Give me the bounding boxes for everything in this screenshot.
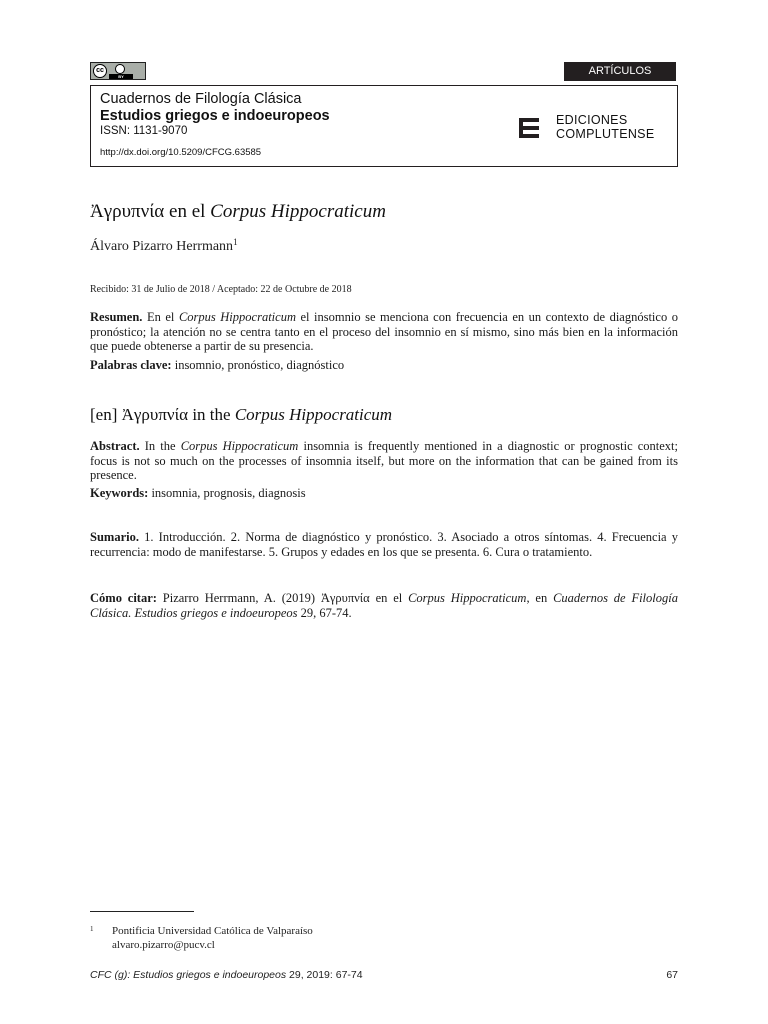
english-title-italic: Corpus Hippocraticum <box>234 405 393 424</box>
creative-commons-icon: cc <box>93 64 107 78</box>
citar-italic-2: Cuadernos de Filología Clásica. Estudios griegos e indoeuropeos <box>90 591 678 620</box>
como-citar-label: Cómo citar: <box>90 591 157 605</box>
journal-header-box <box>90 85 678 167</box>
keywords-label: Keywords: <box>90 486 149 500</box>
abstract-italic: Corpus Hippocraticum <box>180 439 299 453</box>
creative-commons-license-badge <box>90 62 146 80</box>
publisher-name-line1: EDICIONES <box>556 113 628 127</box>
attribution-person-icon <box>115 64 125 74</box>
footer-issue: 29, 2019: 67-74 <box>286 969 363 981</box>
author <box>90 237 238 255</box>
issn: ISSN: 1131-9070 <box>100 125 188 137</box>
abstract-text-1: In the <box>139 439 181 453</box>
article-title-italic: Corpus Hippocraticum <box>210 201 386 222</box>
resumen-paragraph <box>90 310 678 354</box>
abstract-label: Abstract. <box>90 439 140 453</box>
english-title <box>90 405 392 425</box>
citar-text-3: 29, 67-74. <box>297 605 352 620</box>
footnote-email[interactable]: alvaro.pizarro@pucv.cl <box>112 939 215 951</box>
footnote-affiliation: Pontificia Universidad Católica de Valparaíso <box>112 925 313 937</box>
author-name: Álvaro Pizarro Herrmann <box>90 239 234 254</box>
citar-text-2: , en <box>526 591 554 605</box>
abstract-text-2: insomnia is frequently mentioned in a diagnostic or prognostic context; focus is not so much on the processes of insomnia itself, but more on the information that can be gained from its presence. <box>90 439 679 482</box>
palabras-clave-label: Palabras clave: <box>90 358 172 372</box>
license-badge-text: BY <box>109 74 133 79</box>
sumario-text: 1. Introducción. 2. Norma de diagnóstico y pronóstico. 3. Asociado a otros síntomas. 4. Frecuencia y recurrencia: modo de manifestarse. 5. Grupos y edades en los que se presenta. 6. Cura o tratamiento. <box>90 530 678 559</box>
footnote-text <box>112 924 313 952</box>
palabras-clave-text: insomnio, pronóstico, diagnóstico <box>171 358 345 372</box>
article-title-greek: Ἀγρυπνία <box>90 201 165 222</box>
received-accepted-dates: Recibido: 31 de Julio de 2018 / Aceptado: 22 de Octubre de 2018 <box>90 284 352 295</box>
publisher-name <box>556 113 654 141</box>
running-footer <box>90 969 363 981</box>
abstract-paragraph <box>90 439 678 483</box>
author-footnote-ref[interactable]: 1 <box>233 237 238 247</box>
page-number: 67 <box>666 969 678 981</box>
footer-journal-name: CFC (g): Estudios griegos e indoeuropeos <box>90 969 287 981</box>
resumen-text-1: En el <box>142 310 179 324</box>
english-title-prefix: [en] <box>90 405 122 424</box>
resumen-label: Resumen. <box>90 310 143 324</box>
como-citar-paragraph <box>90 591 678 620</box>
section-label: ARTÍCULOS <box>564 62 676 81</box>
sumario-paragraph <box>90 530 678 559</box>
resumen-italic: Corpus Hippocraticum <box>178 310 296 324</box>
english-title-greek: Ἀγρυπνία <box>121 405 189 424</box>
publisher-logo-icon <box>517 116 541 140</box>
english-title-mid: in the <box>188 405 235 424</box>
footnote-divider <box>90 911 194 912</box>
sumario-label: Sumario. <box>90 530 139 544</box>
palabras-clave <box>90 358 678 373</box>
resumen-text-2: el insomnio se menciona con frecuencia en un contexto de diagnóstico o pronóstico; la atención no se centra tanto en el proceso del insomnio en sí mismo, sino más bien en la información que puede obtenerse a partir de su presencia. <box>90 310 678 353</box>
article-title-mid: en el <box>164 201 211 222</box>
journal-subtitle: Estudios griegos e indoeuropeos <box>100 108 330 124</box>
publisher-name-line2: COMPLUTENSE <box>556 127 655 141</box>
citar-italic-1: Corpus Hippocraticum <box>408 591 527 605</box>
article-title <box>90 201 386 223</box>
doi-link[interactable]: http://dx.doi.org/10.5209/CFCG.63585 <box>100 147 262 158</box>
journal-title: Cuadernos de Filología Clásica <box>100 91 302 107</box>
keywords-text: insomnia, prognosis, diagnosis <box>148 486 306 500</box>
keywords <box>90 486 678 501</box>
footnote-mark: 1 <box>90 925 94 933</box>
citar-text-1: Pizarro Herrmann, A. (2019) Ἀγρυπνία en el <box>156 591 409 605</box>
